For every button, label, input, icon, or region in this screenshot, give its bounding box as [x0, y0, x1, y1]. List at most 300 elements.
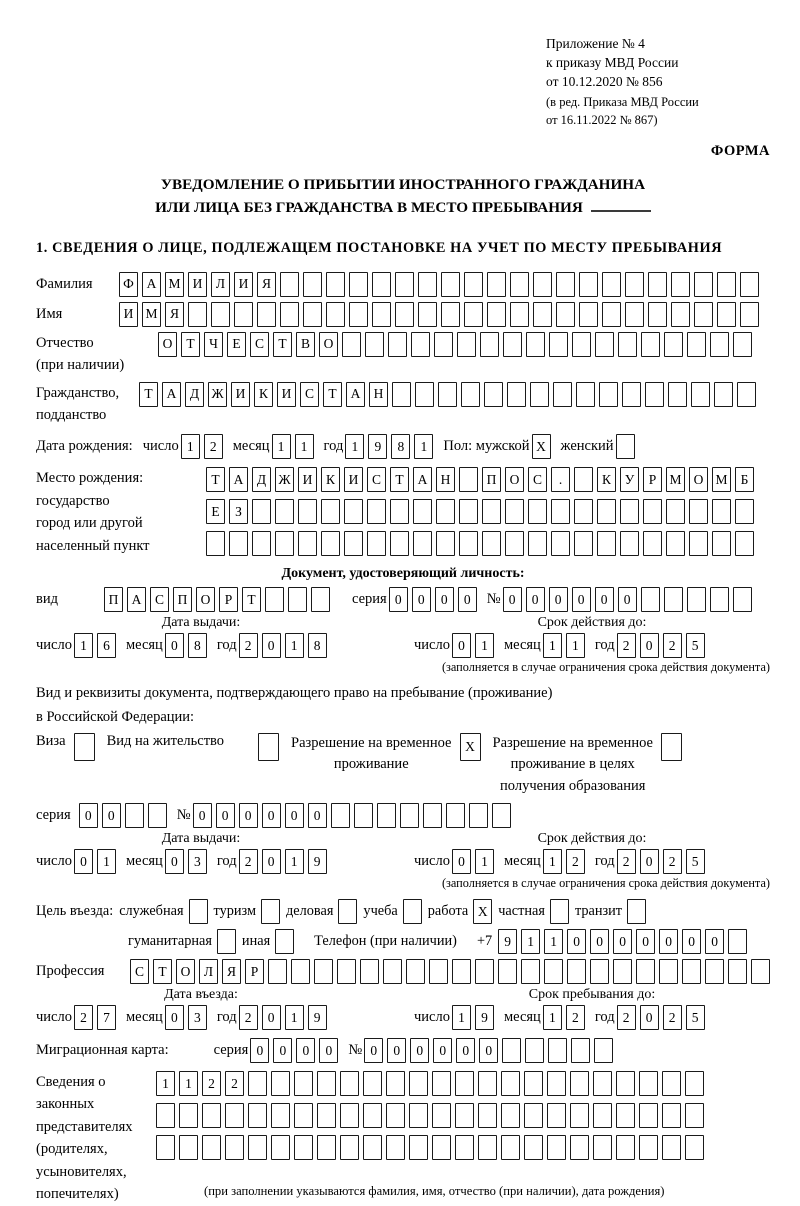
form-cell[interactable]: 2 — [225, 1071, 244, 1096]
form-cell[interactable] — [751, 959, 770, 984]
form-cell[interactable] — [331, 803, 350, 828]
form-cell[interactable] — [321, 499, 340, 524]
form-cell[interactable] — [639, 1071, 658, 1096]
form-cell[interactable] — [395, 272, 414, 297]
form-cell[interactable]: 2 — [239, 633, 258, 658]
form-cell[interactable]: В — [296, 332, 315, 357]
form-cell[interactable] — [413, 531, 432, 556]
form-cell[interactable] — [365, 332, 384, 357]
form-cell[interactable]: 1 — [452, 1005, 471, 1030]
form-cell[interactable]: 2 — [566, 849, 585, 874]
form-cell[interactable]: 0 — [590, 929, 609, 954]
form-cell[interactable] — [616, 1135, 635, 1160]
form-cell[interactable] — [409, 1103, 428, 1128]
form-cell[interactable] — [248, 1103, 267, 1128]
form-cell[interactable] — [377, 803, 396, 828]
form-cell[interactable] — [461, 382, 480, 407]
form-cell[interactable] — [548, 1038, 567, 1063]
form-cell[interactable] — [429, 959, 448, 984]
form-cell[interactable] — [469, 803, 488, 828]
form-cell[interactable] — [392, 382, 411, 407]
form-cell[interactable]: 2 — [617, 849, 636, 874]
form-cell[interactable] — [728, 929, 747, 954]
form-cell[interactable] — [225, 1103, 244, 1128]
form-cell[interactable]: 0 — [595, 587, 614, 612]
form-cell[interactable] — [344, 531, 363, 556]
form-cell[interactable]: 0 — [273, 1038, 292, 1063]
form-cell[interactable]: Р — [219, 587, 238, 612]
form-cell[interactable] — [423, 803, 442, 828]
form-cell[interactable] — [593, 1103, 612, 1128]
form-cell[interactable]: 0 — [705, 929, 724, 954]
form-cell[interactable] — [291, 959, 310, 984]
form-cell[interactable] — [303, 302, 322, 327]
form-cell[interactable] — [666, 531, 685, 556]
form-cell[interactable] — [694, 302, 713, 327]
form-cell[interactable]: 9 — [368, 434, 387, 459]
form-cell[interactable]: М — [712, 467, 731, 492]
form-cell[interactable] — [415, 382, 434, 407]
form-cell[interactable]: . — [551, 467, 570, 492]
form-cell[interactable] — [189, 899, 208, 924]
form-cell[interactable] — [363, 1103, 382, 1128]
form-cell[interactable] — [544, 959, 563, 984]
form-cell[interactable]: 9 — [498, 929, 517, 954]
form-cell[interactable]: 0 — [79, 803, 98, 828]
form-cell[interactable] — [740, 272, 759, 297]
form-cell[interactable] — [547, 1071, 566, 1096]
form-cell[interactable] — [338, 899, 357, 924]
form-cell[interactable] — [252, 531, 271, 556]
form-cell[interactable] — [311, 587, 330, 612]
form-cell[interactable]: Ж — [275, 467, 294, 492]
form-cell[interactable] — [354, 803, 373, 828]
form-cell[interactable]: 0 — [452, 633, 471, 658]
form-cell[interactable] — [349, 272, 368, 297]
form-cell[interactable]: 2 — [566, 1005, 585, 1030]
form-cell[interactable] — [510, 302, 529, 327]
form-cell[interactable] — [685, 1071, 704, 1096]
form-cell[interactable] — [639, 1135, 658, 1160]
form-cell[interactable] — [271, 1071, 290, 1096]
form-cell[interactable] — [648, 272, 667, 297]
form-cell[interactable] — [383, 959, 402, 984]
form-cell[interactable] — [432, 1071, 451, 1096]
form-cell[interactable] — [317, 1071, 336, 1096]
form-cell[interactable]: 1 — [156, 1071, 175, 1096]
form-cell[interactable]: О — [505, 467, 524, 492]
form-cell[interactable] — [411, 332, 430, 357]
form-cell[interactable]: Н — [369, 382, 388, 407]
form-cell[interactable] — [441, 272, 460, 297]
form-cell[interactable] — [234, 302, 253, 327]
form-cell[interactable]: 0 — [435, 587, 454, 612]
form-cell[interactable]: К — [254, 382, 273, 407]
form-cell[interactable] — [409, 1135, 428, 1160]
form-cell[interactable]: 0 — [165, 849, 184, 874]
form-cell[interactable] — [386, 1103, 405, 1128]
form-cell[interactable]: И — [344, 467, 363, 492]
form-cell[interactable] — [156, 1135, 175, 1160]
form-cell[interactable]: 0 — [308, 803, 327, 828]
form-cell[interactable] — [576, 382, 595, 407]
form-cell[interactable] — [206, 531, 225, 556]
form-cell[interactable] — [464, 302, 483, 327]
form-cell[interactable]: Т — [390, 467, 409, 492]
form-cell[interactable]: С — [300, 382, 319, 407]
form-cell[interactable] — [616, 1103, 635, 1128]
form-cell[interactable] — [661, 733, 682, 761]
form-cell[interactable] — [664, 332, 683, 357]
form-cell[interactable]: П — [482, 467, 501, 492]
form-cell[interactable]: С — [250, 332, 269, 357]
form-cell[interactable] — [406, 959, 425, 984]
form-cell[interactable] — [400, 803, 419, 828]
form-cell[interactable]: 0 — [262, 1005, 281, 1030]
form-cell[interactable]: 1 — [475, 849, 494, 874]
form-cell[interactable]: Б — [735, 467, 754, 492]
form-cell[interactable] — [409, 1071, 428, 1096]
form-cell[interactable] — [275, 499, 294, 524]
form-cell[interactable] — [501, 1103, 520, 1128]
form-cell[interactable] — [524, 1135, 543, 1160]
form-cell[interactable]: О — [196, 587, 215, 612]
form-cell[interactable]: Т — [181, 332, 200, 357]
form-cell[interactable] — [636, 959, 655, 984]
form-cell[interactable] — [298, 499, 317, 524]
form-cell[interactable] — [487, 302, 506, 327]
form-cell[interactable]: Д — [252, 467, 271, 492]
form-cell[interactable] — [337, 959, 356, 984]
form-cell[interactable]: 0 — [262, 849, 281, 874]
form-cell[interactable] — [689, 531, 708, 556]
form-cell[interactable] — [574, 499, 593, 524]
form-cell[interactable] — [556, 302, 575, 327]
form-cell[interactable] — [74, 733, 95, 761]
form-cell[interactable] — [556, 272, 575, 297]
form-cell[interactable]: 0 — [296, 1038, 315, 1063]
form-cell[interactable]: Т — [323, 382, 342, 407]
form-cell[interactable] — [717, 302, 736, 327]
form-cell[interactable]: 6 — [97, 633, 116, 658]
form-cell[interactable] — [438, 382, 457, 407]
form-cell[interactable]: 0 — [567, 929, 586, 954]
form-cell[interactable] — [487, 272, 506, 297]
form-cell[interactable]: А — [346, 382, 365, 407]
form-cell[interactable] — [533, 302, 552, 327]
form-cell[interactable]: Р — [643, 467, 662, 492]
form-cell[interactable] — [248, 1135, 267, 1160]
form-cell[interactable]: 1 — [285, 633, 304, 658]
form-cell[interactable] — [671, 302, 690, 327]
form-cell[interactable]: 0 — [572, 587, 591, 612]
form-cell[interactable] — [551, 531, 570, 556]
form-cell[interactable] — [280, 302, 299, 327]
form-cell[interactable]: С — [150, 587, 169, 612]
form-cell[interactable] — [403, 899, 422, 924]
form-cell[interactable] — [625, 302, 644, 327]
form-cell[interactable] — [484, 382, 503, 407]
form-cell[interactable] — [620, 531, 639, 556]
form-cell[interactable] — [574, 531, 593, 556]
form-cell[interactable] — [572, 332, 591, 357]
form-cell[interactable] — [671, 272, 690, 297]
form-cell[interactable]: 0 — [458, 587, 477, 612]
form-cell[interactable]: М — [165, 272, 184, 297]
form-cell[interactable] — [574, 467, 593, 492]
form-cell[interactable] — [570, 1071, 589, 1096]
form-cell[interactable]: И — [231, 382, 250, 407]
form-cell[interactable]: Е — [206, 499, 225, 524]
form-cell[interactable] — [639, 1103, 658, 1128]
form-cell[interactable] — [363, 1135, 382, 1160]
form-cell[interactable]: 1 — [543, 1005, 562, 1030]
form-cell[interactable] — [288, 587, 307, 612]
form-cell[interactable] — [710, 332, 729, 357]
form-cell[interactable] — [317, 1103, 336, 1128]
form-cell[interactable] — [530, 382, 549, 407]
form-cell[interactable] — [710, 587, 729, 612]
form-cell[interactable] — [478, 1103, 497, 1128]
form-cell[interactable]: 1 — [543, 849, 562, 874]
form-cell[interactable] — [280, 272, 299, 297]
form-cell[interactable]: Т — [242, 587, 261, 612]
form-cell[interactable] — [386, 1071, 405, 1096]
form-cell[interactable] — [455, 1103, 474, 1128]
form-cell[interactable]: А — [142, 272, 161, 297]
form-cell[interactable] — [549, 332, 568, 357]
form-cell[interactable] — [643, 531, 662, 556]
form-cell[interactable] — [464, 272, 483, 297]
form-cell[interactable]: 0 — [262, 633, 281, 658]
form-cell[interactable] — [625, 272, 644, 297]
form-cell[interactable] — [436, 531, 455, 556]
form-cell[interactable]: 0 — [640, 1005, 659, 1030]
form-cell[interactable]: 1 — [181, 434, 200, 459]
form-cell[interactable] — [599, 382, 618, 407]
form-cell[interactable] — [547, 1135, 566, 1160]
form-cell[interactable] — [597, 499, 616, 524]
form-cell[interactable]: Т — [273, 332, 292, 357]
form-cell[interactable]: К — [321, 467, 340, 492]
form-cell[interactable]: Ф — [119, 272, 138, 297]
form-cell[interactable]: Я — [222, 959, 241, 984]
form-cell[interactable] — [432, 1135, 451, 1160]
form-cell[interactable] — [478, 1135, 497, 1160]
form-cell[interactable] — [294, 1103, 313, 1128]
form-cell[interactable] — [455, 1071, 474, 1096]
form-cell[interactable] — [257, 302, 276, 327]
form-cell[interactable]: 1 — [345, 434, 364, 459]
form-cell[interactable] — [459, 467, 478, 492]
form-cell[interactable] — [326, 272, 345, 297]
form-cell[interactable] — [505, 531, 524, 556]
form-cell[interactable]: 0 — [618, 587, 637, 612]
form-cell[interactable]: 0 — [285, 803, 304, 828]
form-cell[interactable] — [501, 1135, 520, 1160]
form-cell[interactable] — [294, 1135, 313, 1160]
form-cell[interactable]: 3 — [188, 849, 207, 874]
form-cell[interactable]: Я — [165, 302, 184, 327]
form-cell[interactable]: 0 — [165, 633, 184, 658]
form-cell[interactable]: И — [119, 302, 138, 327]
form-cell[interactable]: 3 — [188, 1005, 207, 1030]
form-cell[interactable] — [275, 929, 294, 954]
form-cell[interactable]: К — [597, 467, 616, 492]
form-cell[interactable]: О — [176, 959, 195, 984]
form-cell[interactable] — [434, 332, 453, 357]
form-cell[interactable]: 1 — [272, 434, 291, 459]
form-cell[interactable] — [418, 302, 437, 327]
form-cell[interactable]: Е — [227, 332, 246, 357]
form-cell[interactable] — [314, 959, 333, 984]
form-cell[interactable] — [645, 382, 664, 407]
form-cell[interactable]: 0 — [479, 1038, 498, 1063]
form-cell[interactable] — [217, 929, 236, 954]
form-cell[interactable] — [685, 1103, 704, 1128]
form-cell[interactable]: 1 — [74, 633, 93, 658]
form-cell[interactable] — [340, 1071, 359, 1096]
form-cell[interactable]: 0 — [659, 929, 678, 954]
form-cell[interactable] — [452, 959, 471, 984]
form-cell[interactable]: 1 — [475, 633, 494, 658]
form-cell[interactable] — [498, 959, 517, 984]
form-cell[interactable]: А — [413, 467, 432, 492]
form-cell[interactable] — [691, 382, 710, 407]
form-cell[interactable]: 1 — [285, 849, 304, 874]
form-cell[interactable] — [602, 272, 621, 297]
form-cell[interactable] — [326, 302, 345, 327]
form-cell[interactable]: 0 — [364, 1038, 383, 1063]
form-cell[interactable]: Л — [199, 959, 218, 984]
form-cell[interactable]: 2 — [202, 1071, 221, 1096]
form-cell[interactable] — [188, 302, 207, 327]
form-cell[interactable] — [342, 332, 361, 357]
form-cell[interactable] — [524, 1103, 543, 1128]
form-cell[interactable]: 8 — [391, 434, 410, 459]
form-cell[interactable] — [248, 1071, 267, 1096]
form-cell[interactable]: 1 — [295, 434, 314, 459]
form-cell[interactable] — [478, 1071, 497, 1096]
form-cell[interactable]: 5 — [686, 849, 705, 874]
form-cell[interactable]: Д — [185, 382, 204, 407]
form-cell[interactable]: 1 — [179, 1071, 198, 1096]
form-cell[interactable] — [659, 959, 678, 984]
form-cell[interactable]: И — [298, 467, 317, 492]
form-cell[interactable] — [641, 587, 660, 612]
form-cell[interactable] — [268, 959, 287, 984]
form-cell[interactable] — [225, 1135, 244, 1160]
form-cell[interactable] — [455, 1135, 474, 1160]
form-cell[interactable] — [571, 1038, 590, 1063]
form-cell[interactable] — [317, 1135, 336, 1160]
form-cell[interactable]: 0 — [452, 849, 471, 874]
form-cell[interactable]: 8 — [188, 633, 207, 658]
form-cell[interactable] — [553, 382, 572, 407]
form-cell[interactable] — [662, 1103, 681, 1128]
form-cell[interactable] — [298, 531, 317, 556]
form-cell[interactable] — [682, 959, 701, 984]
form-cell[interactable] — [594, 1038, 613, 1063]
form-cell[interactable] — [503, 332, 522, 357]
form-cell[interactable]: Н — [436, 467, 455, 492]
form-cell[interactable] — [602, 302, 621, 327]
form-cell[interactable]: 0 — [526, 587, 545, 612]
form-cell[interactable] — [156, 1103, 175, 1128]
form-cell[interactable] — [524, 1071, 543, 1096]
form-cell[interactable] — [340, 1103, 359, 1128]
form-cell[interactable] — [570, 1135, 589, 1160]
form-cell[interactable] — [459, 531, 478, 556]
form-cell[interactable] — [507, 382, 526, 407]
form-cell[interactable] — [125, 803, 144, 828]
form-cell[interactable] — [303, 272, 322, 297]
form-cell[interactable]: 1 — [543, 633, 562, 658]
form-cell[interactable]: X — [532, 434, 551, 459]
form-cell[interactable] — [492, 803, 511, 828]
form-cell[interactable] — [344, 499, 363, 524]
form-cell[interactable]: А — [127, 587, 146, 612]
form-cell[interactable] — [271, 1103, 290, 1128]
form-cell[interactable] — [687, 332, 706, 357]
form-cell[interactable]: М — [142, 302, 161, 327]
form-cell[interactable]: 2 — [617, 1005, 636, 1030]
form-cell[interactable]: С — [528, 467, 547, 492]
form-cell[interactable]: С — [130, 959, 149, 984]
form-cell[interactable] — [271, 1135, 290, 1160]
form-cell[interactable] — [388, 332, 407, 357]
form-cell[interactable]: З — [229, 499, 248, 524]
form-cell[interactable]: П — [104, 587, 123, 612]
form-cell[interactable]: Р — [245, 959, 264, 984]
form-cell[interactable] — [735, 499, 754, 524]
form-cell[interactable]: 0 — [389, 587, 408, 612]
form-cell[interactable] — [372, 272, 391, 297]
form-cell[interactable] — [622, 382, 641, 407]
form-cell[interactable]: 5 — [686, 633, 705, 658]
form-cell[interactable]: 8 — [308, 633, 327, 658]
form-cell[interactable]: 0 — [193, 803, 212, 828]
form-cell[interactable] — [510, 272, 529, 297]
form-cell[interactable] — [613, 959, 632, 984]
form-cell[interactable]: 0 — [636, 929, 655, 954]
form-cell[interactable] — [733, 332, 752, 357]
form-cell[interactable] — [457, 332, 476, 357]
form-cell[interactable]: О — [689, 467, 708, 492]
form-cell[interactable] — [202, 1103, 221, 1128]
form-cell[interactable]: 0 — [319, 1038, 338, 1063]
form-cell[interactable] — [202, 1135, 221, 1160]
form-cell[interactable] — [664, 587, 683, 612]
form-cell[interactable]: У — [620, 467, 639, 492]
form-cell[interactable] — [712, 499, 731, 524]
form-cell[interactable]: 1 — [97, 849, 116, 874]
form-cell[interactable] — [390, 531, 409, 556]
form-cell[interactable] — [733, 587, 752, 612]
form-cell[interactable]: 0 — [216, 803, 235, 828]
form-cell[interactable] — [579, 272, 598, 297]
form-cell[interactable] — [367, 531, 386, 556]
form-cell[interactable]: X — [473, 899, 492, 924]
form-cell[interactable]: С — [367, 467, 386, 492]
form-cell[interactable] — [712, 531, 731, 556]
form-cell[interactable] — [668, 382, 687, 407]
form-cell[interactable]: 0 — [239, 803, 258, 828]
form-cell[interactable] — [501, 1071, 520, 1096]
form-cell[interactable]: 0 — [250, 1038, 269, 1063]
form-cell[interactable]: 1 — [544, 929, 563, 954]
form-cell[interactable] — [593, 1135, 612, 1160]
